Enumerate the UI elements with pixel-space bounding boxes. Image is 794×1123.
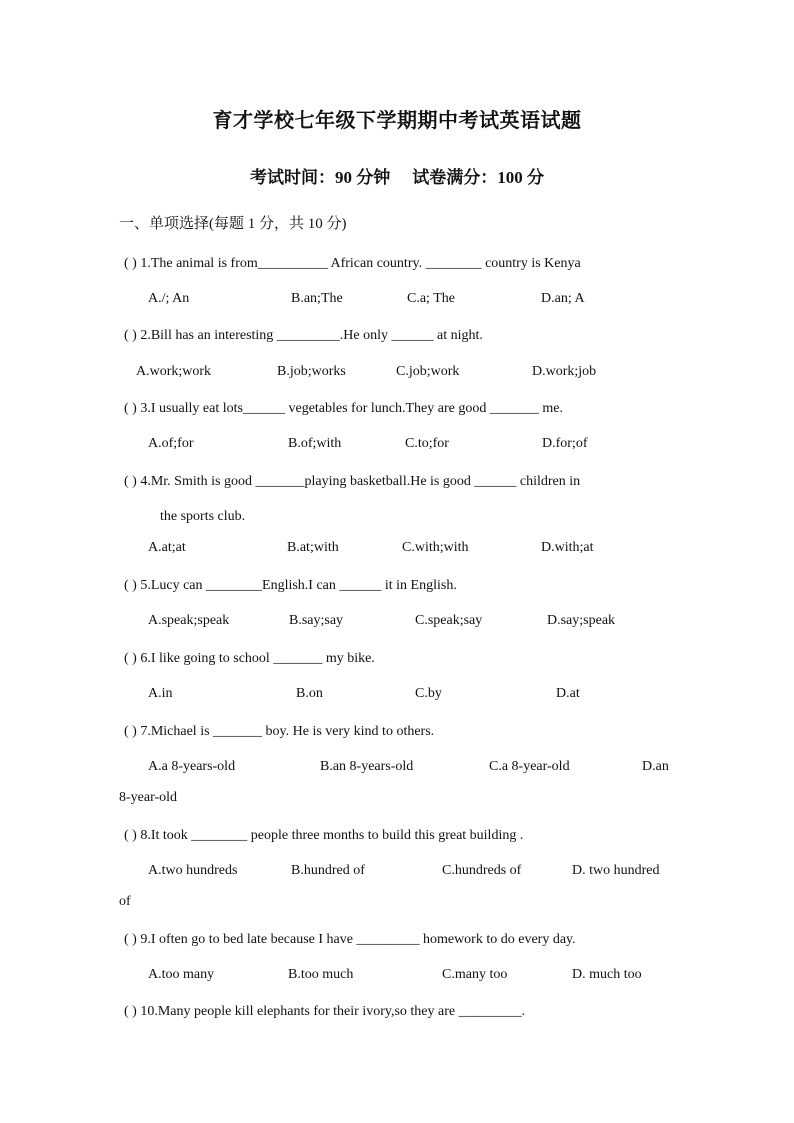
option-b: B.say;say xyxy=(289,613,344,628)
option-b: B.an;The xyxy=(291,291,343,306)
option-a: A.a 8-years-old xyxy=(148,759,236,774)
question-stem: 8.It took ________ people three months to build this great building . xyxy=(140,828,524,843)
option-d-wrap: of xyxy=(119,894,131,909)
answer-paren: ( ) xyxy=(124,724,137,739)
question-stem: 9.I often go to bed late because I have _________ homework to do every day. xyxy=(140,932,576,947)
question-4 xyxy=(124,474,580,490)
option-c: C.by xyxy=(415,686,442,701)
option-d: D.work;job xyxy=(532,364,597,379)
question-9 xyxy=(124,932,576,948)
answer-paren: ( ) xyxy=(124,578,137,593)
question-stem: 5.Lucy can ________English.I can ______ it in English. xyxy=(140,578,457,593)
question-stem: 1.The animal is from__________ African country. ________ country is Kenya xyxy=(140,256,581,271)
exam-score: 试卷满分：100 分 xyxy=(412,168,544,187)
question-1 xyxy=(124,256,581,272)
question-7 xyxy=(124,724,434,740)
option-b: B.job;works xyxy=(277,364,346,379)
question-5 xyxy=(124,578,457,594)
question-2 xyxy=(124,328,483,344)
answer-paren: ( ) xyxy=(124,651,137,666)
answer-paren: ( ) xyxy=(124,1004,137,1019)
question-10 xyxy=(124,1004,525,1020)
option-c: C.a; The xyxy=(407,291,455,306)
question-stem: 2.Bill has an interesting _________.He only ______ at night. xyxy=(140,328,483,343)
question-stem: 6.I like going to school _______ my bike. xyxy=(140,651,375,666)
option-c: C.a 8-year-old xyxy=(489,759,570,774)
answer-paren: ( ) xyxy=(124,932,137,947)
question-stem-continued: the sports club. xyxy=(160,509,246,524)
option-b: B.too much xyxy=(288,967,354,982)
answer-paren: ( ) xyxy=(124,256,137,271)
option-a: A.of;for xyxy=(148,436,194,451)
option-a: A./; An xyxy=(148,291,190,306)
question-stem: 3.I usually eat lots______ vegetables for lunch.They are good _______ me. xyxy=(140,401,563,416)
option-c: C.many too xyxy=(442,967,508,982)
option-c: C.speak;say xyxy=(415,613,483,628)
option-d-wrap: 8-year-old xyxy=(119,790,178,805)
option-a: A.speak;speak xyxy=(148,613,230,628)
option-d: D. much too xyxy=(572,967,642,982)
option-d: D. two hundred xyxy=(572,863,660,878)
option-b: B.at;with xyxy=(287,540,339,555)
option-b: B.of;with xyxy=(288,436,342,451)
option-b: B.hundred of xyxy=(291,863,365,878)
option-c: C.job;work xyxy=(396,364,460,379)
option-a: A.too many xyxy=(148,967,215,982)
option-b: B.on xyxy=(296,686,323,701)
option-c: C.to;for xyxy=(405,436,449,451)
answer-paren: ( ) xyxy=(124,828,137,843)
answer-paren: ( ) xyxy=(124,474,137,489)
section-heading: 一、单项选择(每题 1 分，共 10 分) xyxy=(119,216,347,232)
question-8 xyxy=(124,828,523,844)
option-a: A.at;at xyxy=(148,540,186,555)
option-a: A.work;work xyxy=(136,364,212,379)
option-c: C.hundreds of xyxy=(442,863,522,878)
option-a: A.two hundreds xyxy=(148,863,238,878)
question-stem: 10.Many people kill elephants for their ivory,so they are _________. xyxy=(140,1004,526,1019)
option-d: D.at xyxy=(556,686,580,701)
exam-time: 考试时间：90 分钟 xyxy=(250,168,391,187)
question-3 xyxy=(124,401,563,417)
option-b: B.an 8-years-old xyxy=(320,759,414,774)
option-d: D.for;of xyxy=(542,436,588,451)
question-6 xyxy=(124,651,375,667)
question-stem: 4.Mr. Smith is good _______playing basketball.He is good ______ children in xyxy=(140,474,581,489)
exam-subtitle xyxy=(0,163,794,188)
option-c: C.with;with xyxy=(402,540,469,555)
question-stem: 7.Michael is _______ boy. He is very kind to others. xyxy=(140,724,435,739)
option-d: D.an xyxy=(642,759,669,774)
option-a: A.in xyxy=(148,686,173,701)
answer-paren: ( ) xyxy=(124,328,137,343)
exam-title: 育才学校七年级下学期期中考试英语试题 xyxy=(212,110,582,132)
answer-paren: ( ) xyxy=(124,401,137,416)
option-d: D.an; A xyxy=(541,291,585,306)
option-d: D.with;at xyxy=(541,540,594,555)
option-d: D.say;speak xyxy=(547,613,616,628)
